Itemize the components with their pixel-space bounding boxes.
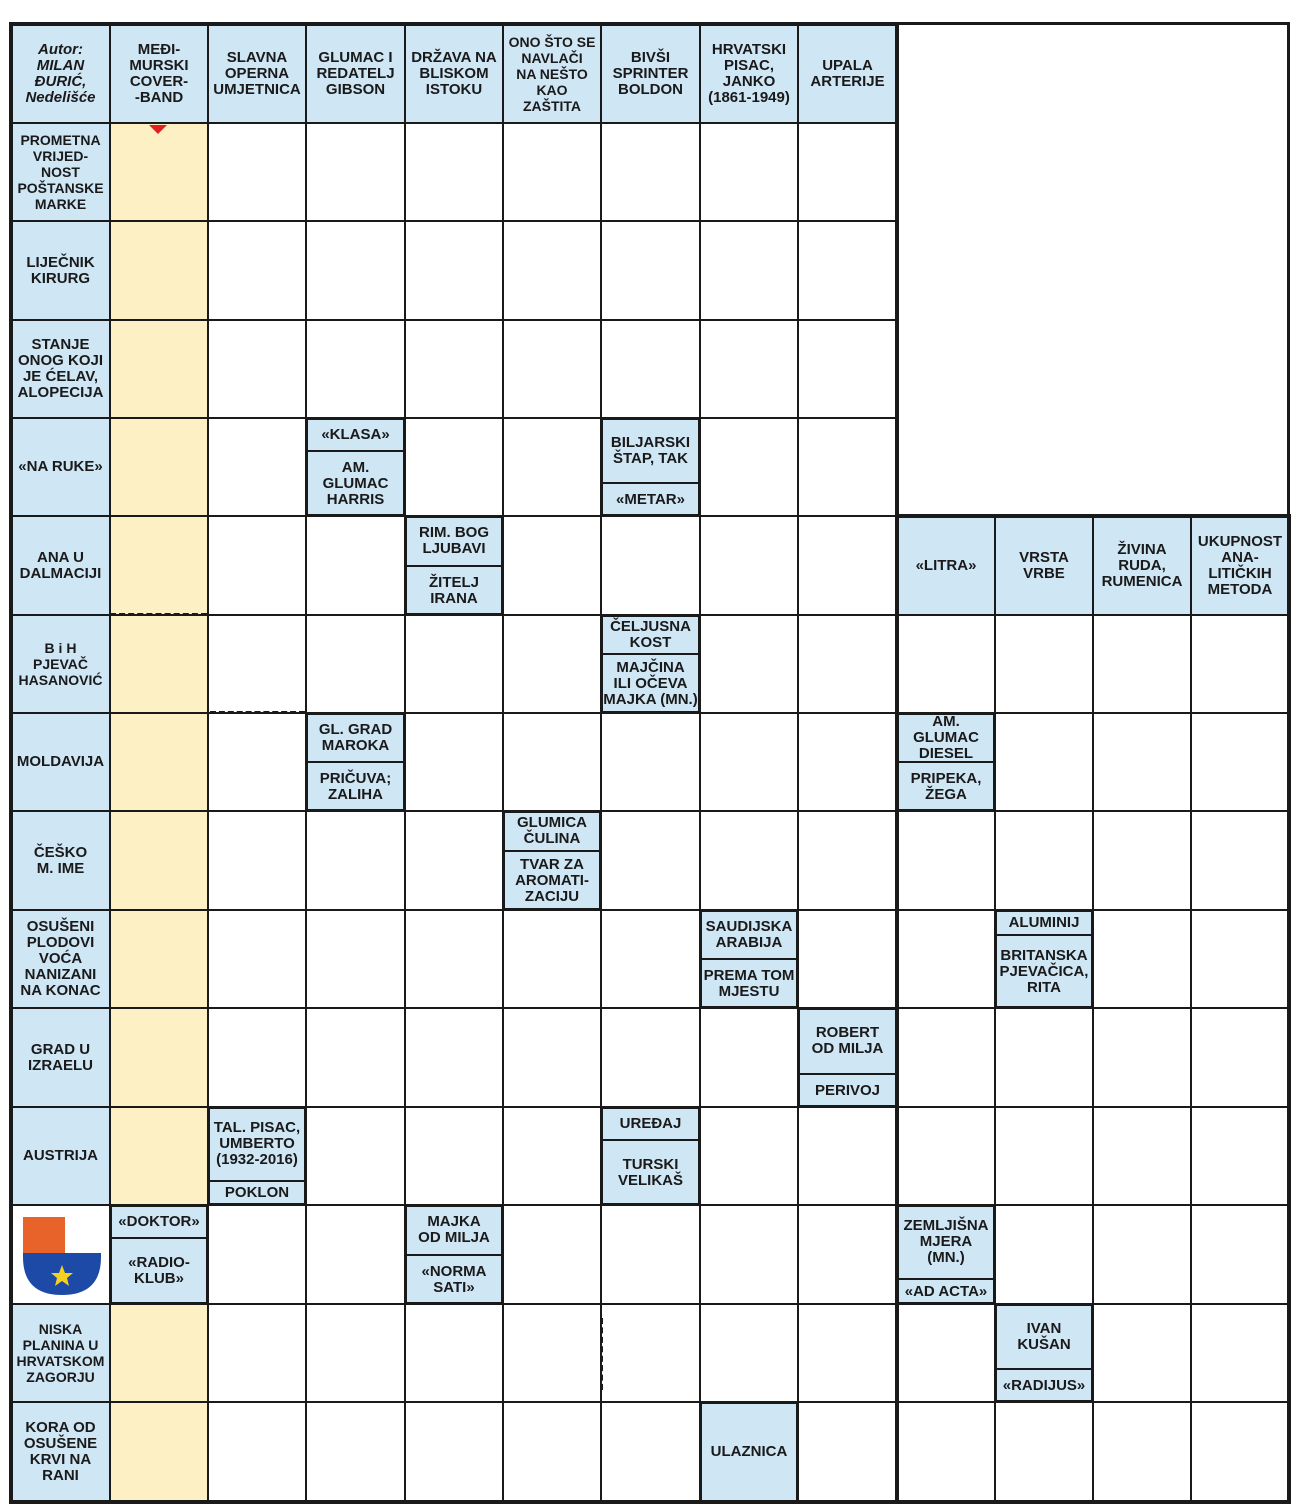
- inner-clue-9-top: ROBERT OD MILJA: [798, 1008, 897, 1074]
- answer-cell[interactable]: [1093, 1008, 1191, 1107]
- inner-clue-14-bottom: «AD ACTA»: [897, 1279, 995, 1304]
- answer-cell[interactable]: [995, 1205, 1093, 1304]
- top-clue-4: DRŽAVA NA BLISKOM ISTOKU: [405, 24, 503, 123]
- answer-cell[interactable]: [405, 320, 503, 418]
- left-clue-8: ČEŠKO M. IME: [11, 811, 110, 910]
- answer-cell[interactable]: [798, 1107, 897, 1205]
- answer-cell[interactable]: [798, 123, 897, 221]
- right-top-clue-2: VRSTA VRBE: [995, 516, 1093, 615]
- answer-cell[interactable]: [700, 615, 798, 713]
- inner-clue-13-bottom: «NORMA SATI»: [405, 1255, 503, 1304]
- answer-cell[interactable]: [897, 615, 995, 713]
- answer-cell[interactable]: [601, 713, 700, 811]
- answer-cell[interactable]: [110, 1304, 208, 1402]
- answer-cell[interactable]: [503, 123, 601, 221]
- author-clue-cell: [11, 24, 110, 123]
- left-clue-13: NISKA PLANINA U HRVATSKOM ZAGORJU: [11, 1304, 110, 1402]
- answer-cell[interactable]: [1191, 615, 1289, 713]
- answer-cell[interactable]: [110, 418, 208, 516]
- top-clue-8: UPALA ARTERIJE: [798, 24, 897, 123]
- answer-cell[interactable]: [405, 418, 503, 516]
- answer-cell[interactable]: [798, 516, 897, 615]
- answer-cell[interactable]: [700, 1304, 798, 1402]
- answer-cell[interactable]: [405, 910, 503, 1008]
- answer-cell[interactable]: [1191, 1107, 1289, 1205]
- answer-cell[interactable]: [798, 615, 897, 713]
- answer-cell[interactable]: [208, 910, 306, 1008]
- left-clue-2: LIJEČNIK KIRURG: [11, 221, 110, 320]
- inner-clue-1-bottom: «METAR»: [601, 483, 700, 516]
- answer-cell[interactable]: [405, 713, 503, 811]
- inner-clue-8-bottom: BRITANSKA PJEVAČICA, RITA: [995, 935, 1093, 1008]
- inner-clue-12-bottom: «RADIO- KLUB»: [110, 1238, 208, 1304]
- answer-cell[interactable]: [897, 1402, 995, 1502]
- answer-cell[interactable]: [405, 221, 503, 320]
- answer-cell[interactable]: [995, 811, 1093, 910]
- left-clue-10: GRAD U IZRAELU: [11, 1008, 110, 1107]
- inner-clue-8-top: ALUMINIJ: [995, 910, 1093, 935]
- answer-cell[interactable]: [208, 123, 306, 221]
- left-clue-9: OSUŠENI PLODOVI VOĆA NANIZANI NA KONAC: [11, 910, 110, 1008]
- inner-clue-5-bottom: PRIPEKA, ŽEGA: [897, 762, 995, 811]
- inner-clue-4-bottom: PRIČUVA; ZALIHA: [306, 762, 405, 811]
- answer-cell[interactable]: [601, 1205, 700, 1304]
- answer-cell[interactable]: [601, 910, 700, 1008]
- answer-cell[interactable]: [208, 221, 306, 320]
- answer-cell[interactable]: [306, 1107, 405, 1205]
- answer-cell[interactable]: [798, 221, 897, 320]
- answer-cell[interactable]: [503, 1008, 601, 1107]
- answer-cell[interactable]: [798, 713, 897, 811]
- answer-cell[interactable]: [798, 1205, 897, 1304]
- answer-cell[interactable]: [700, 713, 798, 811]
- answer-cell[interactable]: [798, 1402, 897, 1502]
- answer-cell[interactable]: [1093, 1107, 1191, 1205]
- word-break-dash: [600, 1318, 603, 1390]
- answer-cell[interactable]: [601, 123, 700, 221]
- answer-cell[interactable]: [700, 1107, 798, 1205]
- answer-cell[interactable]: [995, 1008, 1093, 1107]
- answer-cell[interactable]: [700, 1205, 798, 1304]
- answer-cell[interactable]: [995, 615, 1093, 713]
- author-line1: Autor:: [38, 40, 83, 58]
- inner-clue-16: ULAZNICA: [700, 1402, 798, 1502]
- answer-cell[interactable]: [601, 1304, 700, 1402]
- answer-cell[interactable]: [110, 713, 208, 811]
- answer-cell[interactable]: [208, 320, 306, 418]
- answer-cell[interactable]: [306, 1008, 405, 1107]
- answer-cell[interactable]: [897, 1008, 995, 1107]
- answer-cell[interactable]: [110, 615, 208, 713]
- answer-cell[interactable]: [110, 1402, 208, 1502]
- answer-cell[interactable]: [995, 713, 1093, 811]
- inner-clue-15-top: IVAN KUŠAN: [995, 1304, 1093, 1369]
- inner-clue-0-top: «KLASA»: [306, 418, 405, 451]
- answer-cell[interactable]: [700, 123, 798, 221]
- answer-cell[interactable]: [503, 910, 601, 1008]
- left-clue-5: ANA U DALMACIJI: [11, 516, 110, 615]
- answer-cell[interactable]: [601, 221, 700, 320]
- answer-cell[interactable]: [1191, 1304, 1289, 1402]
- answer-cell[interactable]: [110, 811, 208, 910]
- inner-clue-4-top: GL. GRAD MAROKA: [306, 713, 405, 762]
- answer-cell[interactable]: [405, 1304, 503, 1402]
- top-clue-5: ONO ŠTO SE NAVLAČI NA NEŠTO KAO ZAŠTITA: [503, 24, 601, 123]
- answer-cell[interactable]: [405, 811, 503, 910]
- answer-cell[interactable]: [503, 320, 601, 418]
- inner-clue-6-bottom: TVAR ZA AROMATI- ZACIJU: [503, 851, 601, 910]
- answer-cell[interactable]: [601, 320, 700, 418]
- answer-cell[interactable]: [208, 811, 306, 910]
- top-clue-3: GLUMAC I REDATELJ GIBSON: [306, 24, 405, 123]
- answer-cell[interactable]: [798, 811, 897, 910]
- answer-cell[interactable]: [1093, 811, 1191, 910]
- answer-cell[interactable]: [208, 713, 306, 811]
- answer-cell[interactable]: [601, 516, 700, 615]
- inner-clue-15-bottom: «RADIJUS»: [995, 1369, 1093, 1402]
- answer-cell[interactable]: [503, 1205, 601, 1304]
- inner-clue-7-bottom: PREMA TOM MJESTU: [700, 959, 798, 1008]
- author-line2: MILAN: [36, 56, 85, 74]
- answer-cell[interactable]: [1093, 615, 1191, 713]
- top-clue-2: SLAVNA OPERNA UMJETNICA: [208, 24, 306, 123]
- inner-clue-3-top: ČELJUSNA KOST: [601, 615, 700, 654]
- answer-cell[interactable]: [208, 615, 306, 713]
- answer-cell[interactable]: [306, 1304, 405, 1402]
- answer-cell[interactable]: [503, 615, 601, 713]
- answer-cell[interactable]: [110, 910, 208, 1008]
- top-clue-1: MEĐI- MURSKI COVER- -BAND: [110, 24, 208, 123]
- inner-clue-11-top: UREĐAJ: [601, 1107, 700, 1140]
- top-clue-7: HRVATSKI PISAC, JANKO (1861-1949): [700, 24, 798, 123]
- answer-cell[interactable]: [503, 1402, 601, 1502]
- answer-cell[interactable]: [1191, 1008, 1289, 1107]
- inner-clue-14-top: ZEMLJIŠNA MJERA (MN.): [897, 1205, 995, 1279]
- answer-cell[interactable]: [503, 221, 601, 320]
- inner-clue-10-top: TAL. PISAC, UMBERTO (1932-2016): [208, 1107, 306, 1181]
- answer-cell[interactable]: [405, 1107, 503, 1205]
- answer-cell[interactable]: [110, 1008, 208, 1107]
- left-clue-3: STANJE ONOG KOJI JE ĆELAV, ALOPECIJA: [11, 320, 110, 418]
- answer-cell[interactable]: [700, 320, 798, 418]
- answer-cell[interactable]: [897, 910, 995, 1008]
- answer-cell[interactable]: [306, 320, 405, 418]
- answer-cell[interactable]: [503, 418, 601, 516]
- answer-cell[interactable]: [208, 1008, 306, 1107]
- answer-cell[interactable]: [208, 516, 306, 615]
- answer-cell[interactable]: [208, 1402, 306, 1502]
- answer-cell[interactable]: [306, 516, 405, 615]
- answer-cell[interactable]: [995, 1402, 1093, 1502]
- right-top-clue-4: UKUPNOST ANA- LITIČKIH METODA: [1191, 516, 1289, 615]
- answer-cell[interactable]: [1191, 1205, 1289, 1304]
- answer-cell[interactable]: [208, 418, 306, 516]
- answer-cell[interactable]: [110, 221, 208, 320]
- answer-cell[interactable]: [405, 615, 503, 713]
- answer-cell[interactable]: [798, 418, 897, 516]
- answer-cell[interactable]: [405, 1008, 503, 1107]
- answer-cell[interactable]: [110, 516, 208, 615]
- answer-cell[interactable]: [700, 811, 798, 910]
- answer-cell[interactable]: [1191, 910, 1289, 1008]
- answer-cell[interactable]: [405, 1402, 503, 1502]
- left-clue-14: KORA OD OSUŠENE KRVI NA RANI: [11, 1402, 110, 1502]
- word-break-dash: [210, 711, 305, 714]
- answer-cell[interactable]: [601, 1008, 700, 1107]
- right-top-clue-3: ŽIVINA RUDA, RUMENICA: [1093, 516, 1191, 615]
- author-line3: ĐURIĆ,: [34, 72, 87, 90]
- inner-clue-1-top: BILJARSKI ŠTAP, TAK: [601, 418, 700, 483]
- answer-cell[interactable]: [1093, 910, 1191, 1008]
- left-clue-4: «NA RUKE»: [11, 418, 110, 516]
- answer-cell[interactable]: [601, 811, 700, 910]
- left-clue-11: AUSTRIJA: [11, 1107, 110, 1205]
- answer-cell[interactable]: [995, 1107, 1093, 1205]
- left-clue-7: MOLDAVIJA: [11, 713, 110, 811]
- answer-cell[interactable]: [110, 320, 208, 418]
- answer-cell[interactable]: [798, 910, 897, 1008]
- answer-cell[interactable]: [1093, 1304, 1191, 1402]
- right-top-clue-1: «LITRA»: [897, 516, 995, 615]
- answer-cell[interactable]: [405, 123, 503, 221]
- inner-clue-11-bottom: TURSKI VELIKAŠ: [601, 1140, 700, 1205]
- answer-cell[interactable]: [700, 516, 798, 615]
- inner-clue-6-top: GLUMICA ČULINA: [503, 811, 601, 851]
- answer-cell[interactable]: [503, 1304, 601, 1402]
- crest-icon: [13, 1207, 109, 1303]
- answer-cell[interactable]: [897, 1304, 995, 1402]
- answer-cell[interactable]: [306, 1402, 405, 1502]
- answer-cell[interactable]: [503, 713, 601, 811]
- answer-cell[interactable]: [110, 123, 208, 221]
- inner-clue-13-top: MAJKA OD MILJA: [405, 1205, 503, 1255]
- answer-cell[interactable]: [1191, 811, 1289, 910]
- answer-cell[interactable]: [1093, 1205, 1191, 1304]
- inner-clue-9-bottom: PERIVOJ: [798, 1074, 897, 1107]
- answer-cell[interactable]: [306, 811, 405, 910]
- answer-cell[interactable]: [306, 123, 405, 221]
- answer-cell[interactable]: [601, 1402, 700, 1502]
- logo-cell: [11, 1205, 110, 1304]
- answer-cell[interactable]: [1191, 713, 1289, 811]
- answer-cell[interactable]: [306, 1205, 405, 1304]
- inner-clue-2-bottom: ŽITELJ IRANA: [405, 566, 503, 615]
- blank-region: [899, 22, 1290, 515]
- inner-clue-3-bottom: MAJČINA ILI OČEVA MAJKA (MN.): [601, 654, 700, 713]
- answer-cell[interactable]: [1093, 1402, 1191, 1502]
- inner-clue-5-top: AM. GLUMAC DIESEL: [897, 713, 995, 762]
- answer-cell[interactable]: [897, 811, 995, 910]
- answer-cell[interactable]: [1191, 1402, 1289, 1502]
- inner-clue-0-bottom: AM. GLUMAC HARRIS: [306, 451, 405, 516]
- inner-clue-7-top: SAUDIJSKA ARABIJA: [700, 910, 798, 959]
- word-break-dash: [110, 613, 207, 616]
- answer-cell[interactable]: [110, 1107, 208, 1205]
- answer-cell[interactable]: [798, 1304, 897, 1402]
- answer-cell[interactable]: [700, 221, 798, 320]
- answer-cell[interactable]: [208, 1205, 306, 1304]
- answer-cell[interactable]: [1093, 713, 1191, 811]
- answer-cell[interactable]: [306, 615, 405, 713]
- pointer-marker-icon: [149, 125, 167, 134]
- answer-cell[interactable]: [503, 516, 601, 615]
- answer-cell[interactable]: [700, 418, 798, 516]
- inner-clue-2-top: RIM. BOG LJUBAVI: [405, 516, 503, 566]
- top-clue-6: BIVŠI SPRINTER BOLDON: [601, 24, 700, 123]
- inner-clue-10-bottom: POKLON: [208, 1181, 306, 1205]
- left-clue-1: PROMETNA VRIJED- NOST POŠTANSKE MARKE: [11, 123, 110, 221]
- answer-cell[interactable]: [503, 1107, 601, 1205]
- left-clue-6: B i H PJEVAČ HASANOVIĆ: [11, 615, 110, 713]
- answer-cell[interactable]: [798, 320, 897, 418]
- answer-cell[interactable]: [700, 1008, 798, 1107]
- inner-clue-12-top: «DOKTOR»: [110, 1205, 208, 1238]
- answer-cell[interactable]: [306, 910, 405, 1008]
- answer-cell[interactable]: [306, 221, 405, 320]
- author-line4: Nedelišće: [25, 88, 96, 106]
- answer-cell[interactable]: [897, 1107, 995, 1205]
- answer-cell[interactable]: [208, 1304, 306, 1402]
